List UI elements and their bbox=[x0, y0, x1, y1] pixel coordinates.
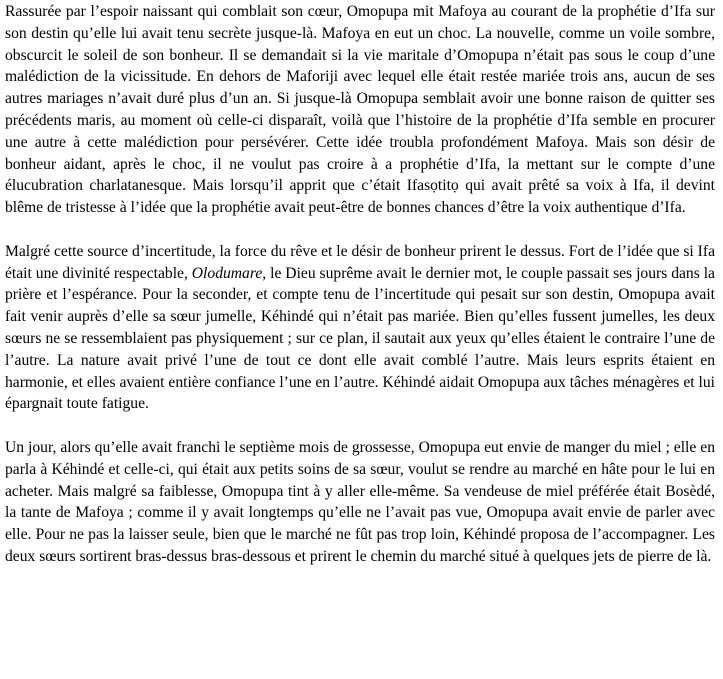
document-page bbox=[0, 1, 723, 679]
document-text-body bbox=[5, 1, 719, 568]
paragraph-2-text-before-italic: Malgré cette source d’incertitude, la force du rêve et le désir de bonheur prirent le dessus. Fort de l’idée que si Ifa était une divinité respectable, bbox=[5, 242, 719, 282]
paragraph-1: Rassurée par l’espoir naissant qui comblait son cœur, Omopupa mit Mafoya au courant de la prophétie d’Ifa sur son destin qu’elle lui avait tenu secrète jusque-là. Mafoya en eut un choc. La nouvelle, comme un voile sombre, obscurcit le soleil de son bonheur. Il se demandait si la vie maritale d’Omopupa n’était pas sous le coup d’une malédiction de la vicissitude. En dehors de Maforiji avec lequel elle était restée mariée trois ans, aucun de ses autres mariages n’avait duré plus d’un an. Si jusque-là Omopupa semblait avoir une bonne raison de quitter ses précédents maris, au moment où celle-ci disparaît, voilà que l’histoire de la prophétie d’Ifa semble en procurer une autre à cette malédiction pour persévérer. Cette idée troubla profondément Mafoya. Mais son désir de bonheur aidant, après le choc, il ne voulut pas croire à a prophétie d’Ifa, la mettant sur le compte d’une élucubration charlatanesque. Mais lorsqu’il apprit que c’était Ifasọtitọ qui avait prêté sa voix à Ifa, il devint blême de tristesse à l’idée que la prophétie avait peut-être de bonnes chances d’être la voix authentique d’Ifa. bbox=[5, 3, 719, 217]
italic-term-olodumare: Olodumare bbox=[191, 264, 263, 282]
paragraph-3: Un jour, alors qu’elle avait franchi le septième mois de grossesse, Omopupa eut envie de manger du miel ; elle en parla à Kéhindé et celle-ci, qui était aux petits soins de sa sœur, voulut se rendre au marché en hâte pour le lui en acheter. Mais malgré sa faiblesse, Omopupa tint à y aller elle-même. Sa vendeuse de miel préférée était Bosèdé, la tante de Mafoya ; comme il y avait longtemps qu’elle ne l’avait pas vue, Omopupa avait envie de parler avec elle. Pour ne pas la laisser seule, bien que le marché ne fût pas trop loin, Kéhindé proposa de l’accompagner. Les deux sœurs sortirent bras-dessus bras-dessous et prirent le chemin du marché situé à quelques jets de pierre de là. bbox=[5, 438, 719, 565]
paragraph-2-text-after-italic: , le Dieu suprême avait le dernier mot, le couple passait ses jours dans la prière et l’espérance. Pour la seconder, et compte tenu de l’incertitude qui pesait sur son destin, Omopupa avait fait venir auprès d’elle sa sœur jumelle, Kéhindé qui n’était pas mariée. Bien qu’elles fussent jumelles, les deux sœurs ne se ressemblaient pas physiquement ; sur ce plan, il sautait aux yeux qu’elles étaient le contraire l’une de l’autre. La nature avait privé l’une de tout ce dont elle avait comblé l’autre. Mais leurs esprits étaient en harmonie, et elles avaient entière confiance l’une en l’autre. Kéhindé aidait Omopupa aux tâches ménagères et lui épargnait toute fatigue. bbox=[5, 264, 719, 413]
paragraph-2 bbox=[5, 241, 719, 415]
